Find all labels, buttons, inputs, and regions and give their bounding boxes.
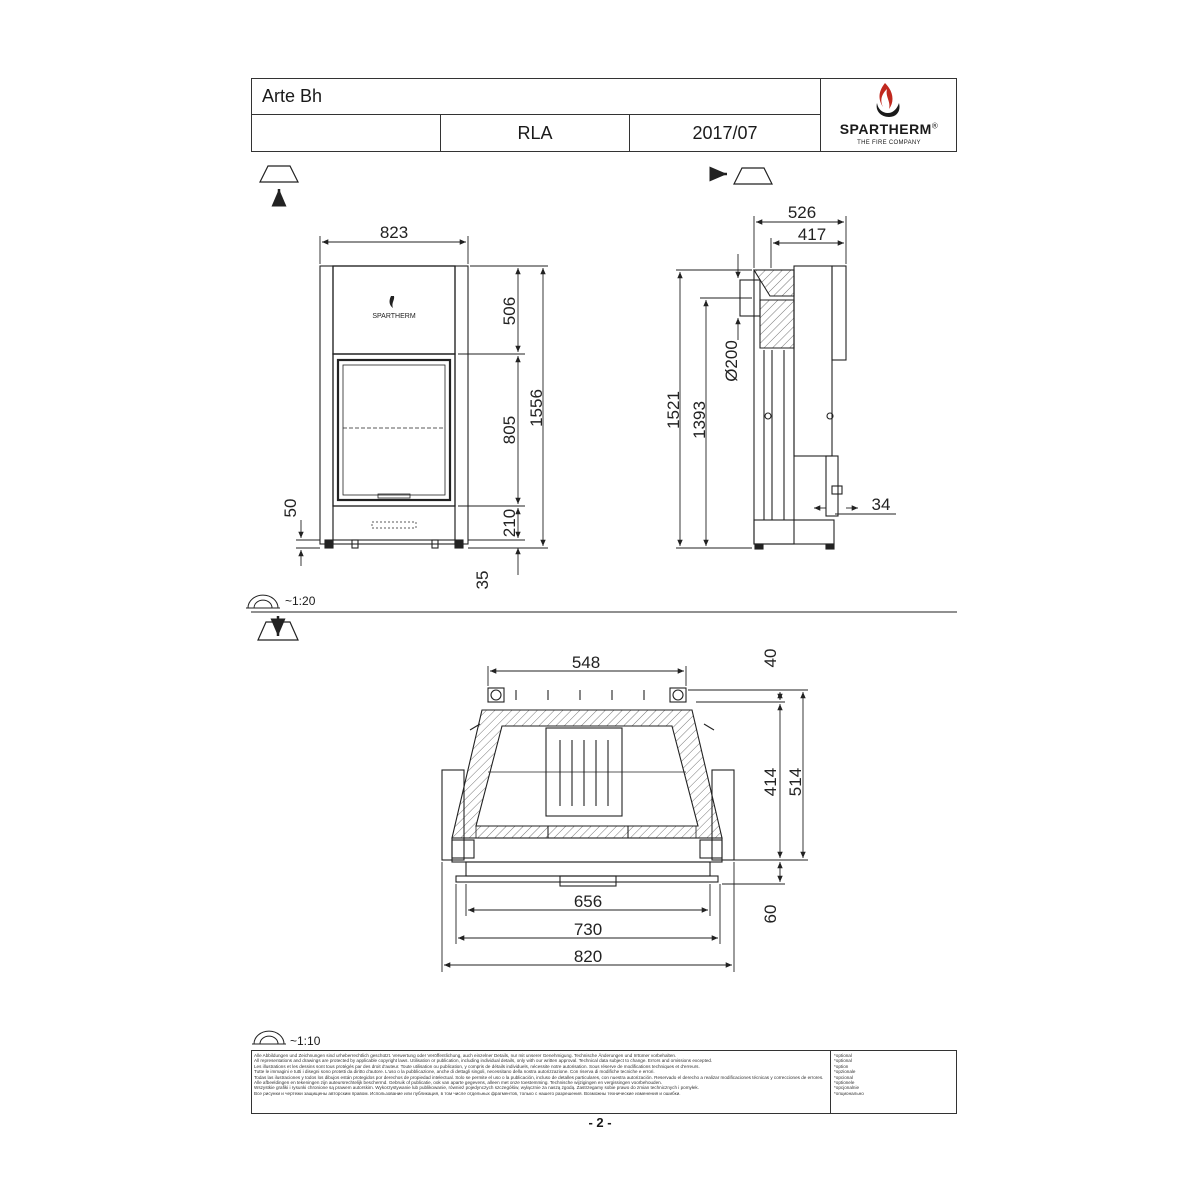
dim-d200: Ø200 — [722, 340, 741, 382]
dim-1393: 1393 — [690, 401, 709, 439]
side-dimension-labels — [664, 203, 890, 514]
dim-35: 35 — [473, 570, 492, 590]
front-view-icon — [260, 166, 298, 204]
dim-506: 506 — [500, 296, 519, 326]
optional-item: *optional — [834, 1053, 852, 1058]
dim-1556: 1556 — [527, 389, 546, 427]
legal-line: All representations and drawings are protected by applicable copyright laws. Utilisation or publication, including individual details, only with our written approval. Technical data subject to change. Errors and omissions excepted. — [254, 1058, 713, 1064]
dim-417: 417 — [797, 225, 827, 244]
optional-item: *optional — [834, 1058, 852, 1064]
variant-cell: RLA — [441, 115, 630, 151]
dim-548: 548 — [571, 653, 601, 672]
model-name: Arte Bh — [262, 86, 323, 106]
front-view — [320, 266, 468, 548]
door-logo-text: SPARTHERM — [372, 313, 416, 320]
dim-805: 805 — [500, 415, 519, 445]
scale-label-upper: ~1:20 — [285, 594, 316, 608]
dim-414: 414 — [761, 767, 780, 797]
legal-line: Alle Abbildungen und Zeichnungen sind urheberrechtlich geschützt. Verwertung oder Veröffentlichung, auch einzelner Details, nur mit unserer Genehmigung. Technische Änderungen und Irrtümer vorbehalten. — [254, 1053, 677, 1058]
dim-730: 730 — [573, 920, 603, 939]
plan-view-icon — [258, 616, 298, 640]
optional-item: *opcional — [834, 1074, 853, 1080]
optional-item: *option — [834, 1063, 849, 1069]
optional-item: *опционально — [834, 1090, 864, 1096]
legal-line: Alle afbeeldingen en tekeningen zijn auteursrechtelijk beschermd. Gebruik of publicatie, ook van aparte gegevens, alleen met onze toestemming. Technische wijzigingen en vergissingen voorbehouden. — [254, 1080, 662, 1086]
legal-line: Todas las ilustraciones y todos los dibujos están protegidos por derechos de propiedad intelectual. Solo se permite el uso o la publicación, incluso de detalles particulares, con nuestra autorización. Reservado el derecho a realizar modificaciones técnicas y correcciones de errores. — [254, 1074, 824, 1080]
legal-text — [254, 1053, 826, 1096]
brand-name: SPARTHERM® — [839, 121, 939, 137]
dim-820: 820 — [573, 947, 603, 966]
dim-526: 526 — [787, 203, 817, 222]
dim-656: 656 — [573, 892, 603, 911]
dim-210: 210 — [500, 508, 519, 538]
dim-514: 514 — [786, 767, 805, 797]
plan-view — [442, 688, 734, 886]
dim-50: 50 — [281, 498, 300, 518]
dim-823: 823 — [379, 223, 409, 242]
scale-icon-upper — [246, 595, 280, 608]
legal-line: Все рисунки и чертежи защищены авторским правом. Использование или публикация, в том числе отдельных фрагментов, только с нашего разрешения. Возможны технические изменения и ошибки. — [254, 1090, 681, 1096]
front-dimension-labels — [281, 223, 546, 589]
dim-60: 60 — [761, 904, 780, 924]
optional-item: *optionele — [834, 1080, 855, 1086]
scale-icon-lower — [252, 1031, 286, 1044]
side-view-icon — [710, 168, 772, 184]
date-cell: 2017/07 — [692, 123, 758, 143]
optional-item: *opzionale — [834, 1069, 856, 1075]
dim-34: 34 — [871, 495, 891, 514]
brand-tagline: THE FIRE COMPANY — [857, 140, 921, 146]
optional-legend — [830, 1051, 956, 1113]
optional-item: *opcjonalnie — [834, 1085, 860, 1091]
dim-1521: 1521 — [664, 391, 683, 429]
legal-line: Les illustrations et les dessins sont tous protégés par des droit d'auteur. Toute utilisation ou publication, y compris de détails individuels, nécessite notre autorisation. Sous réserve de modifications techniques et d'erreurs. — [254, 1063, 700, 1069]
dim-40: 40 — [761, 648, 780, 668]
page-number: - 2 - — [588, 1115, 612, 1130]
legal-notice — [251, 1050, 957, 1114]
legal-line: Wszystkie grafiki i rysunki chronione są prawem autorskim. Wykorzystywanie lub publikowanie, również pojedynczych szczegółów, wyłącznie za naszą zgodą. Zastrzegamy sobie prawo do zmian technicznych i pomyłek. — [254, 1085, 699, 1091]
side-dimensions — [676, 216, 896, 548]
scale-label-lower: ~1:10 — [290, 1034, 321, 1048]
side-view — [740, 266, 846, 549]
legal-line: Tutte le immagini e tutti i disegni sono protetti da diritto d'autore. L'uso o la pubblicazione, anche di dettagli singoli, necessitano della nostra autorizzazione. Con riserva di modifiche tecniche e errori. — [254, 1069, 655, 1075]
